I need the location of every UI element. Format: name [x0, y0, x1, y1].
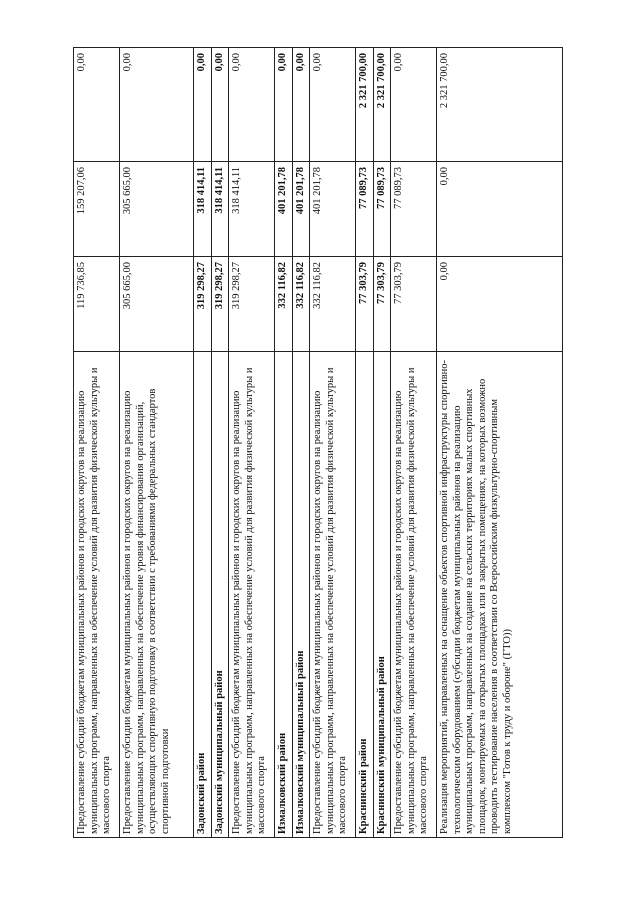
table-row — [391, 48, 437, 838]
value-cell-3: 0,00 — [391, 48, 437, 162]
table-row — [275, 48, 293, 838]
budget-table-body — [74, 48, 563, 838]
value-cell-1: 319 298,27 — [194, 257, 212, 352]
row-name-cell: Предоставление субсидий бюджетам муниципальных районов и городских округов на реализацию муниципальных программ, направленных на обеспечение условий для развития физической культуры и массового спорта — [74, 352, 120, 838]
value-cell-2: 318 414,11 — [194, 162, 212, 257]
row-name-cell: Реализация мероприятий, направленных на оснащение объектов спортивной инфраструктуры спортивно-технологическим оборудованием (субсидии бюджетам муниципальных районов на реализацию муниципальных программ, направленных на создание на сельских территориях малых спортивных площадок, монтируемых на открытых площадках или в закрытых помещениях, на которых возможно проводить тестирование населения в соответствии со Всероссийским физкультурно-спортивным комплексом "Готов к труду и обороне" (ГТО)) — [437, 352, 563, 838]
budget-table — [73, 47, 563, 838]
table-row — [310, 48, 356, 838]
table-row — [437, 48, 563, 838]
row-name-cell: Измалковский район — [275, 352, 293, 838]
value-cell-2: 159 207,06 — [74, 162, 120, 257]
value-cell-1: 119 736,85 — [74, 257, 120, 352]
value-cell-1: 319 298,27 — [229, 257, 275, 352]
row-name-cell: Задонский район — [194, 352, 212, 838]
value-cell-2: 401 201,78 — [275, 162, 293, 257]
row-name-cell: Предоставление субсидий бюджетам муниципальных районов и городских округов на реализацию муниципальных программ, направленных на обеспечение условий для развития физической культуры и массового спорта — [229, 352, 275, 838]
value-cell-1: 77 303,79 — [356, 257, 374, 352]
value-cell-1: 332 116,82 — [292, 257, 310, 352]
table-row — [229, 48, 275, 838]
value-cell-1: 0,00 — [437, 257, 563, 352]
value-cell-2: 0,00 — [437, 162, 563, 257]
value-cell-2: 318 414,11 — [211, 162, 229, 257]
table-row — [194, 48, 212, 838]
table-row — [74, 48, 120, 838]
value-cell-1: 332 116,82 — [275, 257, 293, 352]
value-cell-2: 401 201,78 — [310, 162, 356, 257]
rotated-page — [73, 48, 595, 838]
table-row — [373, 48, 391, 838]
row-name-cell: Предоставление субсидий бюджетам муниципальных районов и городских округов на реализацию муниципальных программ, направленных на обеспечение условий для развития физической культуры и массового спорта — [310, 352, 356, 838]
table-row — [356, 48, 374, 838]
row-name-cell: Измалковский муниципальный район — [292, 352, 310, 838]
value-cell-3: 0,00 — [292, 48, 310, 162]
value-cell-1: 305 665,00 — [120, 257, 194, 352]
value-cell-3: 0,00 — [74, 48, 120, 162]
value-cell-1: 77 303,79 — [373, 257, 391, 352]
table-row — [120, 48, 194, 838]
value-cell-3: 2 321 700,00 — [356, 48, 374, 162]
value-cell-3: 0,00 — [211, 48, 229, 162]
table-row — [292, 48, 310, 838]
value-cell-2: 318 414,11 — [229, 162, 275, 257]
value-cell-3: 0,00 — [120, 48, 194, 162]
value-cell-3: 2 321 700,00 — [437, 48, 563, 162]
value-cell-1: 77 303,79 — [391, 257, 437, 352]
row-name-cell: Краснинский район — [356, 352, 374, 838]
value-cell-3: 0,00 — [275, 48, 293, 162]
value-cell-2: 77 089,73 — [391, 162, 437, 257]
table-row — [211, 48, 229, 838]
value-cell-3: 0,00 — [229, 48, 275, 162]
value-cell-1: 332 116,82 — [310, 257, 356, 352]
value-cell-2: 77 089,73 — [356, 162, 374, 257]
value-cell-3: 0,00 — [194, 48, 212, 162]
row-name-cell: Предоставление субсидий бюджетам муниципальных районов и городских округов на реализацию муниципальных программ, направленных на обеспечение условий для развития физической культуры и массового спорта — [391, 352, 437, 838]
value-cell-2: 305 665,00 — [120, 162, 194, 257]
row-name-cell: Краснинский муниципальный район — [373, 352, 391, 838]
value-cell-2: 401 201,78 — [292, 162, 310, 257]
row-name-cell: Предоставление субсидии бюджетам муниципальных районов и городских округов на реализацию муниципальных программ, направленных на обеспечение уровня финансирования организаций, осуществляющих спортивную подготовку в соответствии с требованиями федеральных стандартов спортивной подготовки — [120, 352, 194, 838]
row-name-cell: Задонский муниципальный район — [211, 352, 229, 838]
value-cell-1: 319 298,27 — [211, 257, 229, 352]
value-cell-2: 77 089,73 — [373, 162, 391, 257]
value-cell-3: 2 321 700,00 — [373, 48, 391, 162]
value-cell-3: 0,00 — [310, 48, 356, 162]
